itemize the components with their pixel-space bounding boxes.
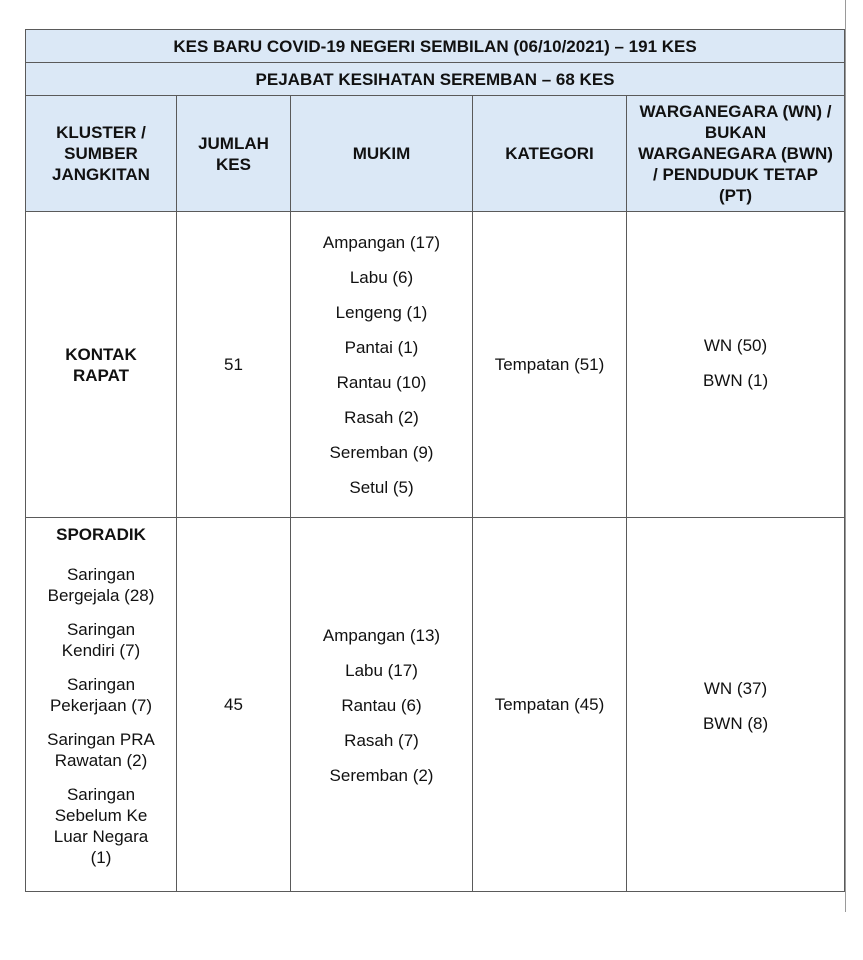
table-row <box>26 518 845 892</box>
citizenship-cell <box>627 212 845 518</box>
mukim-item: Seremban (9) <box>329 442 434 462</box>
cluster-name: KONTAK RAPAT <box>65 344 137 385</box>
banner-office-row <box>26 63 845 96</box>
sporadic-sub-item: Saringan Pekerjaan (7) <box>49 675 153 715</box>
banner-title: KES BARU COVID-19 NEGERI SEMBILAN (06/10/2021) – 191 KES <box>26 30 845 63</box>
banner-title-row <box>26 30 845 63</box>
mukim-item: Pantai (1) <box>344 337 419 357</box>
cluster-name: SPORADIK <box>56 525 146 544</box>
citizenship-item: BWN (8) <box>702 713 769 733</box>
banner-office: PEJABAT KESIHATAN SEREMBAN – 68 KES <box>26 63 845 96</box>
header-row <box>26 96 845 212</box>
covid-cases-table <box>25 29 845 892</box>
header-citizenship: WARGANEGARA (WN) / BUKAN WARGANEGARA (BWN) / PENDUDUK TETAP (PT) <box>627 96 845 212</box>
category-cell: Tempatan (51) <box>473 212 627 518</box>
page-edge-divider <box>845 0 846 912</box>
mukim-item: Rasah (7) <box>344 731 419 750</box>
mukim-item: Labu (17) <box>345 661 418 680</box>
category-cell: Tempatan (45) <box>473 518 627 892</box>
mukim-item: Ampangan (17) <box>322 232 441 252</box>
table-row <box>26 212 845 518</box>
mukim-item: Seremban (2) <box>329 766 434 785</box>
mukim-item: Rasah (2) <box>344 407 419 427</box>
mukim-item: Rantau (6) <box>341 696 422 715</box>
sporadic-sub-item: Saringan Bergejala (28) <box>47 565 155 605</box>
citizenship-cell <box>627 518 845 892</box>
cluster-cell <box>26 518 177 892</box>
citizenship-item: WN (50) <box>703 335 768 355</box>
mukim-item: Ampangan (13) <box>322 626 441 645</box>
cluster-cell <box>26 212 177 518</box>
header-total: JUMLAH KES <box>177 96 291 212</box>
mukim-cell <box>291 212 473 518</box>
total-cell: 51 <box>177 212 291 518</box>
mukim-item: Rantau (10) <box>336 372 427 392</box>
citizenship-item: BWN (1) <box>702 370 769 390</box>
citizenship-item: WN (37) <box>703 678 768 698</box>
sporadic-sub-item: Saringan PRA Rawatan (2) <box>47 730 155 770</box>
header-mukim: MUKIM <box>291 96 473 212</box>
mukim-item: Lengeng (1) <box>335 302 428 322</box>
sporadic-sub-item: Saringan Kendiri (7) <box>61 620 141 660</box>
mukim-item: Setul (5) <box>349 477 414 497</box>
mukim-cell <box>291 518 473 892</box>
mukim-item: Labu (6) <box>349 267 414 287</box>
header-category: KATEGORI <box>473 96 627 212</box>
total-cell: 45 <box>177 518 291 892</box>
sporadic-sub-item: Saringan Sebelum Ke Luar Negara (1) <box>53 785 149 867</box>
header-cluster: KLUSTER / SUMBER JANGKITAN <box>26 96 177 212</box>
